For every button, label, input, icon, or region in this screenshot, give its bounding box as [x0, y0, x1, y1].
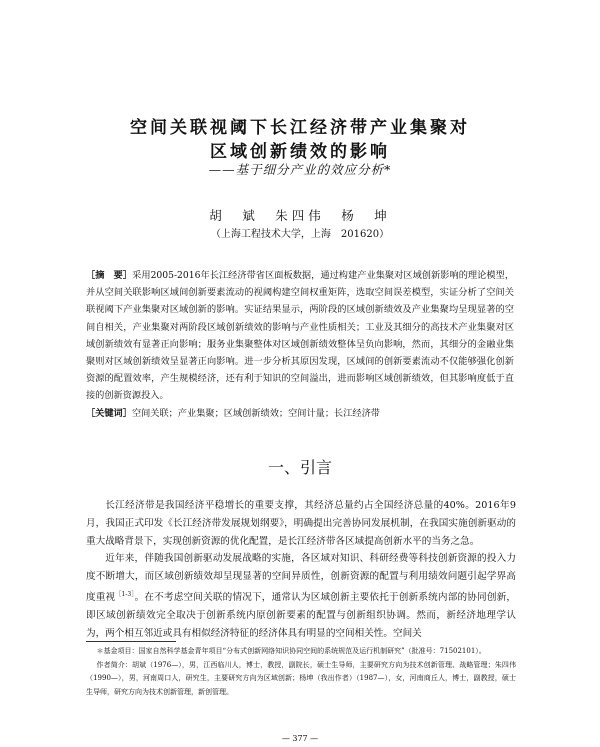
- author-list: 胡 斌 朱四伟 杨 坤: [209, 208, 391, 223]
- footnote-author-info: 作者简介：胡斌（1976—），男，江西临川人，博士，教授，副院长，硕士生导师，主要研究方向为技术创新管理、战略管理；朱四伟（1990—），男，河南周口人，研究生，主要研究方向为区域创新；杨坤（我出作者）（1987—），女，河南商丘人，博士，副教授，硕士生导师，研究方向为技术创新管理，新创管理。: [86, 660, 516, 696]
- body-paragraph-1: 长江经济带是我国经济平稳增长的重要支撑，其经济总量约占全国经济总量的40%。2016年9月，我国正式印发《长江经济带发展规划纲要》，明确提出完善协同发展机制，在我国实施创新驱动的重大战略背景下，实现创新资源的优化配置，是长江经济带各区域提高创新水平的当务之急。: [86, 500, 516, 547]
- body-paragraph-2-part-a: 近年来，伴随我国创新驱动发展战略的实施，各区域对知识、科研经费等科技创新资源的投入力度不断增大，而区域创新绩效却呈现显著的空间异质性，创新资源的配置与利用绩效问题引起学界高度重视: [86, 553, 516, 604]
- abstract-label: ［摘 要］: [86, 270, 133, 281]
- paper-title-line-1: 空间关联视阈下长江经济带产业集聚对: [130, 118, 470, 138]
- keywords-label: ［关键词］: [86, 407, 132, 419]
- abstract-block: [86, 267, 514, 422]
- footnotes: [86, 645, 516, 699]
- keywords-line: [86, 405, 514, 422]
- section-heading-introduction: 一、引言: [267, 458, 332, 477]
- body-paragraph-2: [86, 550, 516, 642]
- paper-title-line-2: 区域创新绩效的影响: [210, 142, 390, 162]
- body-text: [86, 497, 516, 643]
- page-number: — 377 —: [281, 734, 319, 743]
- footnote-fund: ＊基金项目：国家自然科学基金青年项目“分布式创新网络知识协同空间的系统规范及运行机制研究”（批准号：71502101）。: [96, 647, 486, 655]
- citation-marker: ［1-3］: [115, 590, 135, 598]
- paper-subtitle: ——基于细分产业的效应分析*: [208, 162, 392, 177]
- body-paragraph-2-part-b: 。在不考虑空间关联的情况下，通常认为区域创新主要依托于创新系统内部的协同创新，即区域创新绩效完全取决于创新系统内原创新要素的配置与创新组织协调。然而，新经济地理学认为，两个相互邻近或具有相似经济特征的经济体具有明显的空间相关性。空间关: [86, 592, 516, 639]
- footnote-divider: [86, 641, 176, 642]
- keywords-text: 空间关联；产业集聚；区域创新绩效；空间计量；长江经济带: [131, 407, 380, 419]
- author-affiliation: （上海工程技术大学，上海 201620）: [210, 229, 390, 240]
- abstract-text: 采用2005-2016年长江经济带省区面板数据，通过构建产业集聚对区域创新影响的理论模型，并从空间关联影响区域间创新要素流动的视阈构建空间权重矩阵，选取空间误差模型，实证分析了空间关联视阈下产业集聚对区域创新的影响。实证结果显示，两阶段的区域创新绩效及产业集聚均呈现显著的空间自相关，产业集聚对两阶段区域创新绩效的影响与产业性质相关；工业及其细分的高技术产业集聚对区域创新绩效有显著正向影响；服务业集聚整体对区域创新绩效整体呈负向影响，然而，其细分的金融业集聚则对区域创新绩效呈显著正向影响。进一步分析其原因发现，区域间的创新要素流动不仅能够强化创新资源的配置效率，产生规模经济，还有利于知识的空间溢出，进而影响区域创新绩效，但其影响度低于直接的创新资源投入。: [86, 270, 515, 402]
